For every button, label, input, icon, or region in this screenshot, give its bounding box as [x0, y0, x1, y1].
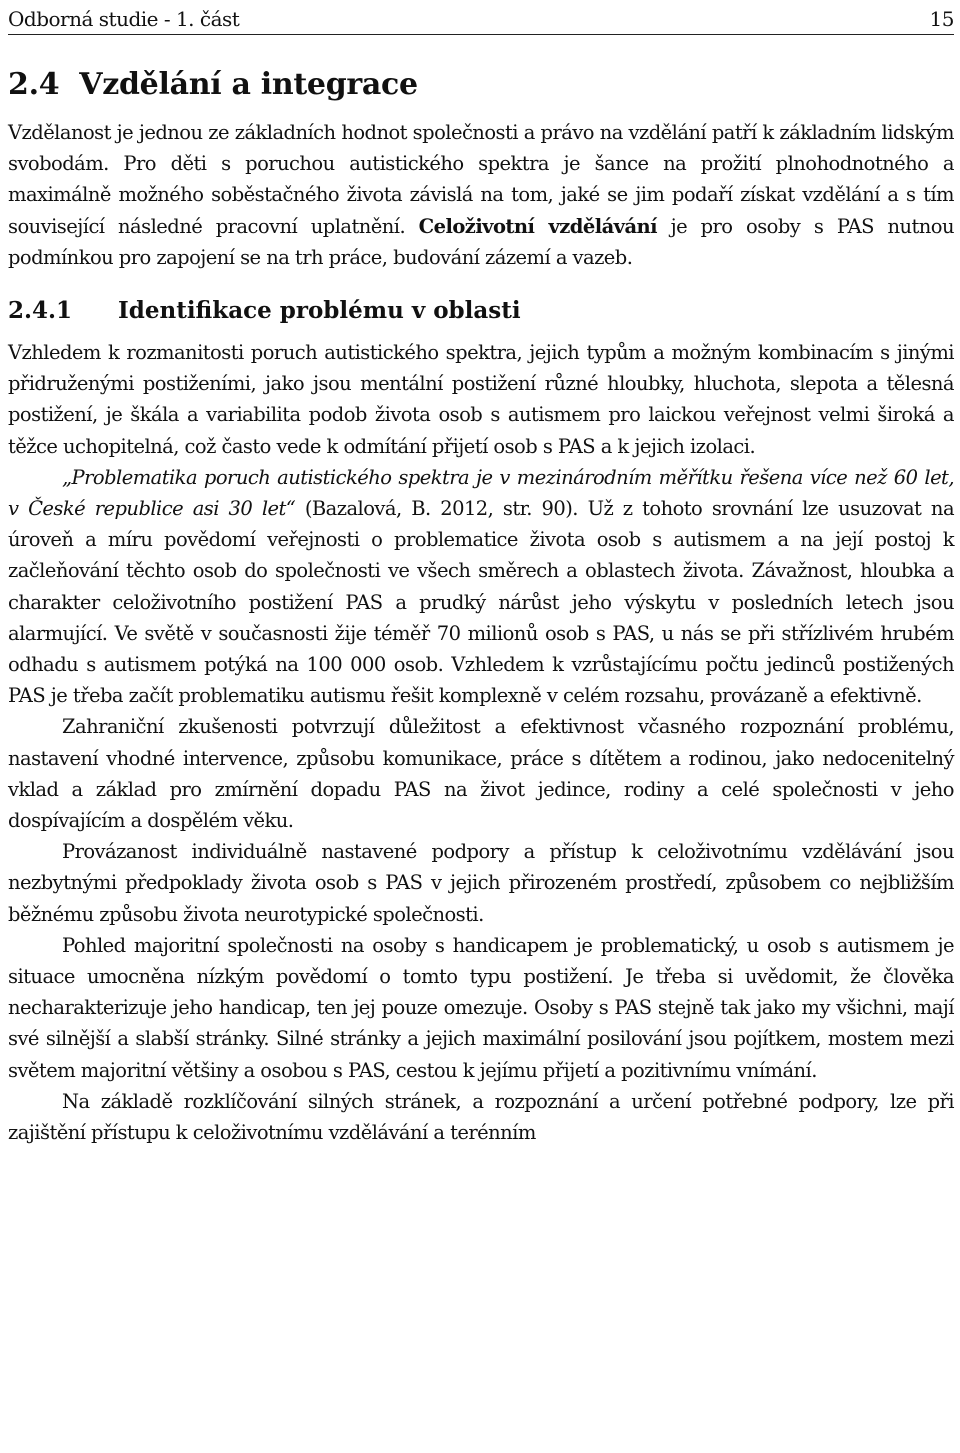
paragraph-5: Na základě rozklíčování silných stránek, a rozpoznání a určení potřebné podpory, lze při zajištění přístupu k celoživotnímu vzdělávání a terénním	[8, 1089, 954, 1145]
paragraph-2: Zahraniční zkušenosti potvrzují důležitost a efektivnost včasného rozpoznání problému, nastavení vhodné intervence, způsobu komunikace, práce s dítětem a rodinou, jako nedocenitelný vklad a základ pro zmírnění dopadu PAS na život jedince, rodiny a celé společnosti v jeho dospívajícím a dospělém věku.	[8, 715, 954, 833]
intro-paragraph	[8, 117, 954, 273]
intro-text: Vzdělanost je jednou ze základních hodnot společnosti a právo na vzdělání patří k základním lidským svobodám. Pro děti s poruchou autistického spektra je šance na prožití plnohodnotného a maximálně možného soběstačného života závislá na tom, jaké se jim podaří získat vzdělání a s tím související následné pracovní uplatnění.	[8, 121, 954, 238]
subsection-title: Identifikace problému v oblasti	[118, 297, 521, 325]
paragraph-3: Provázanost individuálně nastavené podpory a přístup k celoživotnímu vzdělávání jsou nezbytnými předpoklady života osob s PAS v jejich přirozeném prostředí, způsobem co nejbližším běžnému způsobu života neurotypické společnosti.	[8, 840, 954, 926]
paragraph-4: Pohled majoritní společnosti na osoby s handicapem je problematický, u osob s autismem je situace umocněna nízkým povědomí o tomto typu postižení. Je třeba si uvědomit, že člověka necharakterizuje jeho handicap, ten jej pouze omezuje. Osoby s PAS stejně tak jako my všichni, mají své silnější a slabší stránky. Silné stránky a jejich maximální posilování jsou pojítkem, mostem mezi světem majoritní většiny a osobou s PAS, cestou k jejímu přijetí a pozitivnímu vnímání.	[8, 933, 954, 1082]
header-title: Odborná studie - 1. část	[8, 7, 240, 31]
section-title: Vzdělání a integrace	[79, 67, 418, 102]
quote-text: „Problematika poruch autistického spektra je v mezinárodním měřítku řešena více než 60 let, v České republice asi 30 let“	[8, 465, 954, 521]
page-header	[8, 0, 954, 35]
page-number: 15	[929, 7, 954, 31]
paragraph-1: Vzhledem k rozmanitosti poruch autistického spektra, jejich typům a možným kombinacím s jinými přidruženými postiženími, jako jsou mentální postižení různé hloubky, hluchota, slepota a tělesná postižení, je škála a variabilita podob života osob s autismem pro laickou veřejnost velmi široká a těžce uchopitelná, což často vede k odmítání přijetí osob s PAS a k jejich izolaci.	[8, 341, 954, 458]
intro-text-end: je pro osoby s PAS nutnou podmínkou pro zapojení se na trh práce, budování zázemí a vazeb.	[8, 214, 954, 269]
subsection-heading	[8, 295, 954, 327]
intro-bold-term: Celoživotní vzdělávání	[418, 214, 658, 238]
document-page	[8, 0, 954, 1148]
section-heading	[8, 65, 954, 105]
section-number: 2.4	[8, 67, 60, 102]
subsection-number: 2.4.1	[8, 297, 73, 325]
quote-paragraph	[8, 462, 954, 712]
quote-citation: (Bazalová, B. 2012, str. 90).	[295, 497, 578, 521]
quote-paragraph-body: Už z tohoto srovnání lze usuzovat na úroveň a míru povědomí veřejnosti o problematice života osob s autismem a na její postoj k začleňování těchto osob do společnosti ve všech směrech a oblastech života. Závažnost, hloubka a charakter celoživotního postižení PAS a prudký nárůst jeho výskytu v posledních letech jsou alarmující. Ve světě v současnosti žije téměř 70 milionů osob s PAS, u nás se při střízlivém hrubém odhadu s autismem potýká na 100 000 osob. Vzhledem k vzrůstajícímu počtu jedinců postižených PAS je třeba začít problematiku autismu řešit komplexně v celém rozsahu, provázaně a efektivně.	[8, 497, 955, 708]
